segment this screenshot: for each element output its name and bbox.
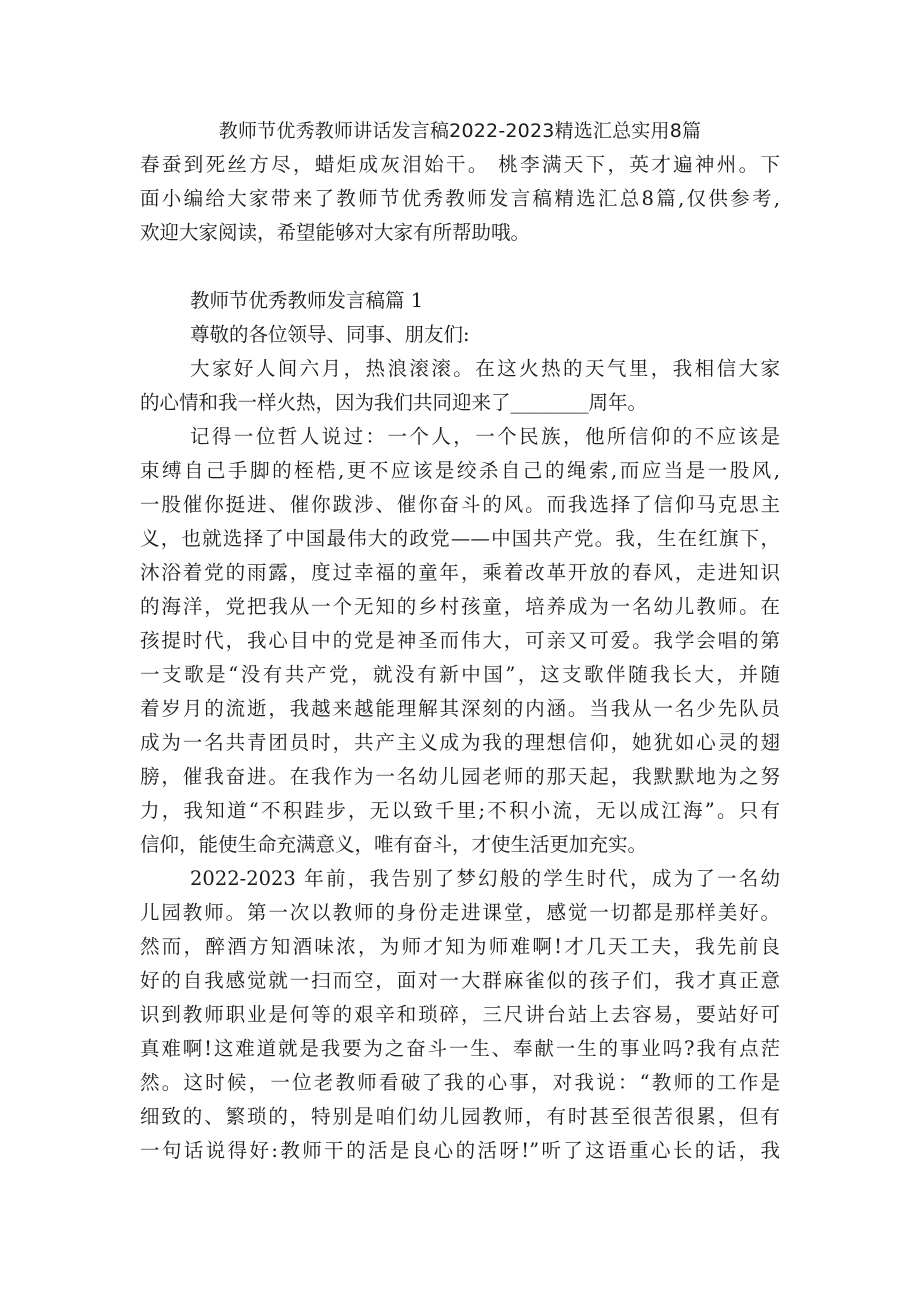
paragraph-3 [140, 862, 780, 1168]
paragraph-line: 束缚自己手脚的桎梏,更不应该是绞杀自己的绳索,而应当是一股风, [140, 459, 780, 482]
paragraph-line: 真难啊!这难道就是我要为之奋斗一生、奉献一生的事业吗?我有点茫 [140, 1037, 780, 1060]
paragraph-line: 信仰，能使生命充满意义，唯有奋斗，才使生活更加充实。 [140, 833, 648, 856]
paragraph-line: 一股催你挺进、催你跋涉、催你奋斗的风。而我选择了信仰马克思主 [140, 493, 780, 516]
paragraph-line: 义，也就选择了中国最伟大的政党——中国共产党。我，生在红旗下， [140, 527, 780, 550]
document-title: 教师节优秀教师讲话发言稿2022-2023精选汇总实用8篇 [218, 120, 702, 142]
paragraph-1 [140, 352, 780, 420]
paragraph-line: 孩提时代，我心目中的党是神圣而伟大，可亲又可爱。我学会唱的第 [140, 629, 780, 652]
paragraph-2 [140, 420, 780, 862]
paragraph-line: 记得一位哲人说过：一个人，一个民族，他所信仰的不应该是 [190, 425, 780, 448]
intro-line: 欢迎大家阅读，希望能够对大家有所帮助哦。 [140, 221, 531, 244]
intro-paragraph [140, 148, 780, 250]
paragraph-line: 一句话说得好:教师干的活是良心的活呀!”听了这语重心长的话，我 [140, 1139, 780, 1162]
paragraph-line: 着岁月的流逝，我越来越能理解其深刻的内涵。当我从一名少先队员 [140, 697, 780, 720]
paragraph-line: 膀，催我奋进。在我作为一名幼儿园老师的那天起，我默默地为之努 [140, 765, 780, 788]
paragraph-line: 2022-2023 年前，我告别了梦幻般的学生时代，成为了一名幼 [190, 867, 780, 890]
paragraph-line: 儿园教师。第一次以教师的身份走进课堂，感觉一切都是那样美好。 [140, 901, 780, 924]
paragraph-line: 好的自我感觉就一扫而空，面对一大群麻雀似的孩子们，我才真正意 [140, 969, 780, 992]
intro-line: 面小编给大家带来了教师节优秀教师发言稿精选汇总8篇,仅供参考, [140, 187, 780, 210]
section-heading: 教师节优秀教师发言稿篇 1 [190, 289, 424, 312]
paragraph-line: 的心情和我一样火热，因为我们共同迎来了________周年。 [140, 391, 648, 414]
paragraph-line: 力，我知道“不积跬步，无以致千里;不积小流，无以成江海”。只有 [140, 799, 780, 822]
paragraph-line: 一支歌是“没有共产党，就没有新中国”，这支歌伴随我长大，并随 [140, 663, 780, 686]
paragraph-line: 成为一名共青团员时，共产主义成为我的理想信仰，她犹如心灵的翅 [140, 731, 780, 754]
paragraph-line: 识到教师职业是何等的艰辛和琐碎，三尺讲台站上去容易，要站好可 [140, 1003, 780, 1026]
paragraph-line: 的海洋，党把我从一个无知的乡村孩童，培养成为一名幼儿教师。在 [140, 595, 780, 618]
section-heading-block [140, 284, 780, 352]
paragraph-line: 细致的、繁琐的，特别是咱们幼儿园教师，有时甚至很苦很累，但有 [140, 1105, 780, 1128]
paragraph-line: 大家好人间六月，热浪滚滚。在这火热的天气里，我相信大家 [190, 357, 780, 380]
salutation: 尊敬的各位领导、同事、朋友们: [190, 323, 470, 346]
paragraph-line: 然而，醉酒方知酒味浓，为师才知为师难啊!才几天工夫，我先前良 [140, 935, 780, 958]
intro-line: 春蚕到死丝方尽，蜡炬成灰泪始干。 桃李满天下，英才遍神州。下 [140, 153, 780, 176]
paragraph-line: 然。这时候，一位老教师看破了我的心事，对我说：“教师的工作是 [140, 1071, 780, 1094]
paragraph-line: 沐浴着党的雨露，度过幸福的童年，乘着改革开放的春风，走进知识 [140, 561, 780, 584]
